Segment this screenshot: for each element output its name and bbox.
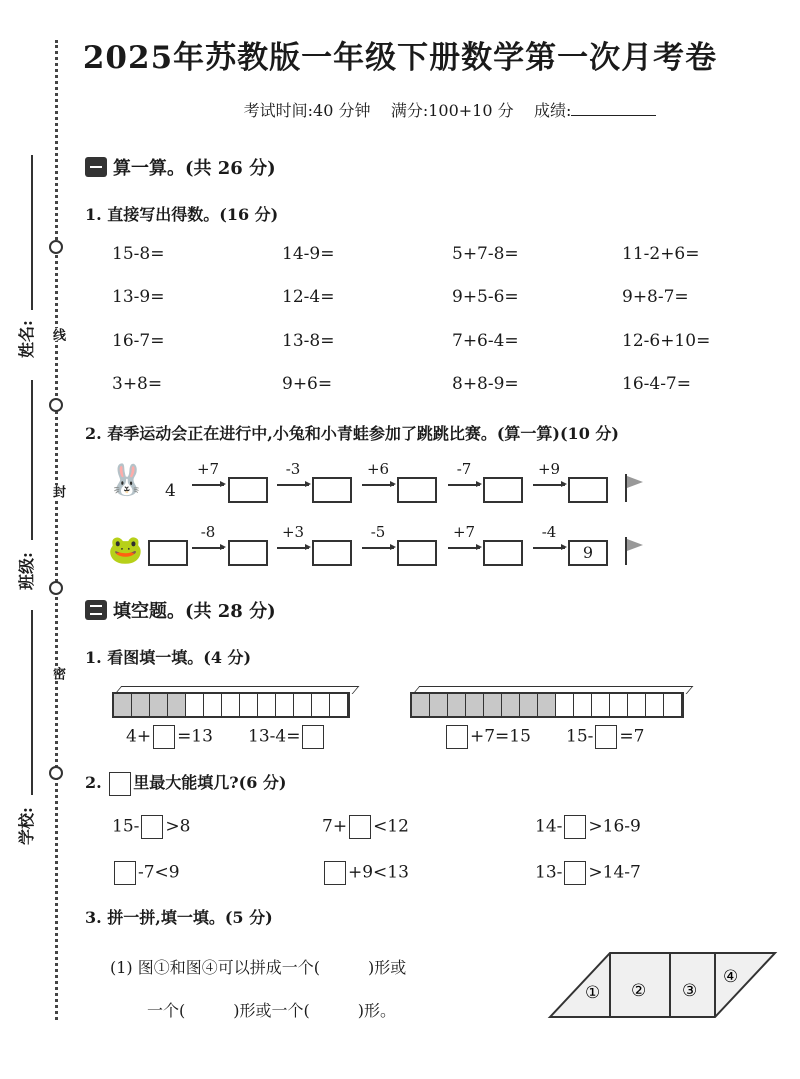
section-1-title: 算一算。(共 26 分) [113, 158, 276, 179]
shaded-cube [502, 694, 520, 716]
answer-box[interactable] [302, 725, 324, 749]
shaded-cube [538, 694, 556, 716]
cube [258, 694, 276, 716]
rabbit-answer-box[interactable] [483, 477, 523, 503]
school-underline[interactable] [31, 610, 33, 795]
binding-dotted-line [55, 40, 58, 1020]
frog-step-arrow: +3 [277, 523, 309, 549]
section-one-badge-icon [85, 157, 107, 177]
cube [628, 694, 646, 716]
answer-box[interactable] [564, 861, 586, 885]
section-2-title: 填空题。(共 28 分) [113, 601, 276, 622]
rabbit-answer-box[interactable] [228, 477, 268, 503]
arrow-icon [448, 484, 480, 486]
name-label: 姓名: [17, 320, 36, 358]
shaded-cube [150, 694, 168, 716]
equation-left-1: 4+ =13 [126, 725, 213, 749]
binding-hole [49, 240, 63, 254]
cube [664, 694, 682, 716]
answer-box[interactable] [324, 861, 346, 885]
cube [646, 694, 664, 716]
equation-right-1: +7=15 [444, 725, 531, 749]
arithmetic-problem[interactable]: 7+6-4= [452, 331, 519, 351]
cube [240, 694, 258, 716]
binding-hole [49, 581, 63, 595]
rabbit-icon: 🐰 [108, 463, 146, 498]
rabbit-answer-box[interactable] [397, 477, 437, 503]
frog-step-arrow: +7 [448, 523, 480, 549]
inequality-item: +9<13 [322, 861, 409, 885]
rabbit-step-arrow: +7 [192, 460, 224, 486]
arrow-icon [533, 484, 565, 486]
equation-right-2: 15- =7 [566, 725, 644, 749]
seal-seal-mark: 封 [50, 485, 65, 498]
rabbit-start: 4 [165, 481, 176, 501]
arrow-icon [192, 547, 224, 549]
finish-flag-icon [625, 537, 649, 565]
frog-step-arrow: -5 [362, 523, 394, 549]
page-title: 2025年苏教版一年级下册数学第一次月考卷 [82, 40, 718, 76]
arrow-icon [533, 547, 565, 549]
cube [294, 694, 312, 716]
cube [312, 694, 330, 716]
s2-q2-title: 2. 里最大能填几?(6 分) [85, 770, 287, 796]
section-2-heading [85, 597, 276, 623]
finish-flag-icon [625, 474, 649, 502]
box-icon [109, 772, 131, 796]
arithmetic-problem[interactable]: 12-6+10= [622, 331, 711, 351]
rabbit-step-arrow: +6 [362, 460, 394, 486]
cube [330, 694, 348, 716]
arrow-icon [277, 484, 309, 486]
cube [276, 694, 294, 716]
binding-hole [49, 766, 63, 780]
cube [222, 694, 240, 716]
answer-box[interactable] [141, 815, 163, 839]
shaded-cube [484, 694, 502, 716]
rabbit-answer-box[interactable] [312, 477, 352, 503]
rabbit-answer-box[interactable] [568, 477, 608, 503]
exam-time: 考试时间:40 分钟 [243, 101, 371, 120]
arithmetic-problem[interactable]: 15-8= [112, 244, 165, 264]
s2-q3-title: 3. 拼一拼,填一填。(5 分) [85, 908, 273, 927]
answer-box[interactable] [114, 861, 136, 885]
shaded-cube [448, 694, 466, 716]
school-label: 学校: [17, 807, 36, 845]
arithmetic-problem[interactable]: 14-9= [282, 244, 335, 264]
inequality-item: 13- >14-7 [535, 861, 641, 885]
cube [186, 694, 204, 716]
shape-label-2: ② [631, 981, 647, 1001]
frog-answer-box[interactable] [228, 540, 268, 566]
arithmetic-problem[interactable]: 8+8-9= [452, 374, 519, 394]
rabbit-step-arrow: -7 [448, 460, 480, 486]
frog-answer-box[interactable] [312, 540, 352, 566]
arithmetic-problem[interactable]: 9+8-7= [622, 287, 689, 307]
shape-label-1: ① [585, 983, 601, 1003]
inequality-item: 7+ <12 [322, 815, 409, 839]
frog-step-arrow: -4 [533, 523, 565, 549]
cube-bar-15 [410, 692, 684, 718]
score-field[interactable] [571, 102, 656, 116]
arithmetic-problem[interactable]: 16-7= [112, 331, 165, 351]
score-label: 成绩: [533, 101, 572, 120]
shaded-cube [466, 694, 484, 716]
equation-left-2: 13-4= [248, 725, 326, 749]
shape-label-3: ③ [682, 981, 698, 1001]
answer-box[interactable] [564, 815, 586, 839]
cube [556, 694, 574, 716]
shaded-cube [412, 694, 430, 716]
frog-step-arrow: -8 [192, 523, 224, 549]
inequality-item: 15- >8 [112, 815, 190, 839]
rabbit-step-arrow: +9 [533, 460, 565, 486]
rabbit-step-arrow: -3 [277, 460, 309, 486]
answer-box[interactable] [153, 725, 175, 749]
cube-bar-13 [112, 692, 350, 718]
s2-q3-line2: 一个( )形或一个( )形。 [147, 1001, 396, 1020]
arithmetic-problem[interactable]: 5+7-8= [452, 244, 519, 264]
frog-answer-box[interactable] [397, 540, 437, 566]
arithmetic-problem[interactable]: 13-9= [112, 287, 165, 307]
seal-line-mark: 线 [50, 328, 65, 341]
shaded-cube [114, 694, 132, 716]
s1-q2-title: 2. 春季运动会正在进行中,小兔和小青蛙参加了跳跳比赛。(算一算)(10 分) [85, 424, 619, 443]
inequality-item: -7<9 [112, 861, 180, 885]
arithmetic-problem[interactable]: 12-4= [282, 287, 335, 307]
arrow-icon [362, 547, 394, 549]
seal-secret-mark: 密 [50, 667, 65, 680]
section-1-heading [85, 154, 276, 180]
arrow-icon [277, 547, 309, 549]
frog-answer-box: 9 [568, 540, 608, 566]
cube [204, 694, 222, 716]
arithmetic-problem[interactable]: 9+6= [282, 374, 333, 394]
s2-q1-title: 1. 看图填一填。(4 分) [85, 648, 252, 667]
class-underline[interactable] [31, 380, 33, 540]
shape-label-4: ④ [723, 967, 739, 987]
frog-answer-box[interactable] [483, 540, 523, 566]
cube [592, 694, 610, 716]
name-underline[interactable] [31, 155, 33, 310]
binding-hole [49, 398, 63, 412]
shaded-cube [520, 694, 538, 716]
cube [610, 694, 628, 716]
arithmetic-problem[interactable]: 11-2+6= [622, 244, 700, 264]
answer-box[interactable] [595, 725, 617, 749]
full-score: 满分:100+10 分 [390, 101, 514, 120]
answer-box[interactable] [446, 725, 468, 749]
s1-q1-title: 1. 直接写出得数。(16 分) [85, 205, 279, 224]
shaded-cube [132, 694, 150, 716]
arithmetic-problem[interactable]: 9+5-6= [452, 287, 519, 307]
arithmetic-problem[interactable]: 16-4-7= [622, 374, 691, 394]
arrow-icon [448, 547, 480, 549]
answer-box[interactable] [349, 815, 371, 839]
exam-info [0, 98, 800, 121]
cube [574, 694, 592, 716]
class-label: 班级: [17, 552, 36, 590]
shaded-cube [430, 694, 448, 716]
arithmetic-problem[interactable]: 13-8= [282, 331, 335, 351]
arrow-icon [192, 484, 224, 486]
frog-answer-box[interactable] [148, 540, 188, 566]
parallelogram-figure [545, 950, 780, 1020]
s2-q3-line1: (1) 图①和图④可以拼成一个( )形或 [110, 958, 407, 977]
section-two-badge-icon [85, 600, 107, 620]
frog-icon: 🐸 [108, 533, 143, 566]
inequality-item: 14- >16-9 [535, 815, 641, 839]
arrow-icon [362, 484, 394, 486]
shaded-cube [168, 694, 186, 716]
arithmetic-problem[interactable]: 3+8= [112, 374, 163, 394]
